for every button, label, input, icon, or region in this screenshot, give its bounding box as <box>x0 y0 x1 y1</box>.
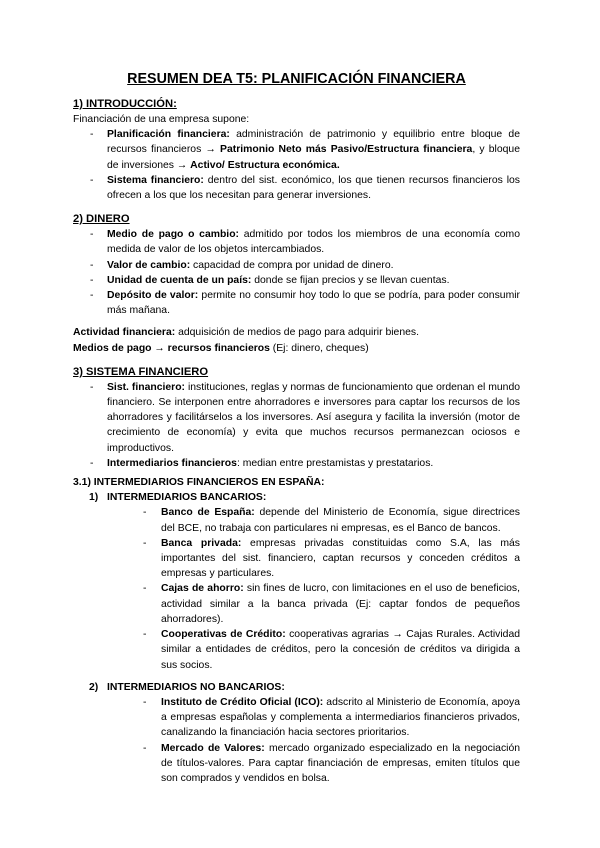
list-item <box>107 456 520 471</box>
term: Sistema financiero: <box>107 174 204 186</box>
definition: sin fines de lucro, con limitaciones en el uso de beneficios, actividad similar a la banca privada (Ej: captar fondos de pequeños ahorradores). <box>161 583 520 625</box>
no-bancarios-list <box>89 695 520 786</box>
document-title: RESUMEN DEA T5: PLANIFICACIÓN FINANCIERA <box>127 71 466 87</box>
introduccion-list <box>73 127 520 203</box>
definition: capacidad de compra por unidad de dinero. <box>190 259 394 271</box>
subheading-text: INTERMEDIARIOS BANCARIOS: <box>107 492 267 504</box>
subheading <box>89 490 520 505</box>
list-item <box>161 695 520 741</box>
definition: mercado organizado especializado en la negociación de títulos-valores. Para captar financiación de empresas, emiten títulos que son comprados y vendidos en bolsa. <box>161 742 521 784</box>
definition: cooperativas agrarias → Cajas Rurales. Actividad similar a entidades de créditos, pero la concesión de créditos va dirigida a sus socios. <box>161 629 520 671</box>
subheading-text: INTERMEDIARIOS NO BANCARIOS: <box>107 681 285 693</box>
dinero-list <box>73 227 520 318</box>
list-item <box>107 258 520 273</box>
list-item <box>107 173 520 203</box>
intro-text: Financiación de una empresa supone: <box>73 114 250 125</box>
paragraph <box>73 341 520 356</box>
list-item <box>161 627 520 673</box>
term: Cooperativas de Crédito: <box>161 629 286 641</box>
definition: , y bloque de inversiones → <box>107 144 520 171</box>
term: Instituto de Crédito Oficial (ICO): <box>161 696 324 708</box>
item-number: 1) <box>89 492 99 504</box>
term: Activo/ Estructura económica. <box>190 159 340 171</box>
term: Mercado de Valores: <box>161 742 265 754</box>
heading-sistema-financiero: 3) SISTEMA FINANCIERO <box>73 365 209 378</box>
term: Intermediarios financieros <box>107 457 237 469</box>
list-item <box>107 380 520 456</box>
heading-dinero: 2) DINERO <box>73 213 130 226</box>
term: Medio de pago o cambio: <box>107 229 240 241</box>
definition: administración de patrimonio y equilibrio entre bloque de recursos financieros → <box>107 129 520 156</box>
list-item <box>107 288 520 318</box>
heading-introduccion: 1) INTRODUCCIÓN: <box>73 98 177 110</box>
definition: permite no consumir hoy todo lo que se podría, para poder consumir más mañana. <box>107 290 520 317</box>
term: Valor de cambio: <box>107 259 191 271</box>
term: Planificación financiera: <box>107 129 230 141</box>
definition: adscrito al Ministerio de Economía, apoya a empresas españolas y complementa a intermediarios financieros privados, canalizando la financiación hacia sectores prioritarios. <box>161 696 520 739</box>
list-item <box>107 273 520 288</box>
term: Sist. financiero: <box>107 381 186 393</box>
numbered-item <box>89 680 520 786</box>
definition: donde se fijan precios y se llevan cuentas. <box>251 274 450 286</box>
list-item <box>161 581 520 627</box>
term: Unidad de cuenta de un país: <box>107 274 252 286</box>
term: Patrimonio Neto más Pasivo/Estructura financiera <box>220 144 473 156</box>
term: Banco de España: <box>161 507 255 519</box>
definition: instituciones, reglas y normas de funcionamiento que ordenan el mundo financiero. Se interponen entre ahorradores e inversores para captar los recursos de los ahorradores y facilitárselos a los inversores. Así asegura y facilita la inversión (motor de crecimiento de economía) y evita que muchos recursos permanezcan ociosos e improductivos. <box>107 381 521 454</box>
heading-intermediarios-espana: 3.1) INTERMEDIARIOS FINANCIEROS EN ESPAÑA: <box>73 477 325 489</box>
list-item <box>161 505 520 535</box>
list-item <box>107 127 520 173</box>
item-number: 2) <box>89 681 99 693</box>
term: Depósito de valor: <box>107 290 199 302</box>
term: Banca privada: <box>161 537 242 549</box>
list-item <box>161 741 520 787</box>
definition: depende del Ministerio de Economía, sigue directrices del BCE, no trabaja con particulares ni empresas, es el Banco de bancos. <box>161 507 520 534</box>
term: Medios de pago → recursos financieros <box>73 342 270 354</box>
paragraph <box>73 325 520 340</box>
list-item <box>161 536 520 582</box>
definition: : median entre prestamistas y prestatarios. <box>236 457 434 469</box>
list-item <box>107 227 520 257</box>
bancarios-list <box>89 505 520 672</box>
definition: (Ej: dinero, cheques) <box>269 342 369 354</box>
definition: admitido por todos los miembros de una economía como medida de valor de los objetos intercambiados. <box>107 229 520 256</box>
definition: adquisición de medios de pago para adquirir bienes. <box>175 327 419 339</box>
definition: dentro del sist. económico, los que tienen recursos financieros los ofrecen a los que los necesitan para generar inversiones. <box>107 174 520 202</box>
subheading <box>89 680 520 695</box>
term: Cajas de ahorro: <box>161 583 244 595</box>
numbered-item <box>89 490 520 672</box>
intermediarios-list <box>73 490 520 786</box>
definition: empresas privadas constituidas como S.A, las más importantes del sist. financiero, captan recursos y conceden créditos a empresas y particulares. <box>161 537 520 580</box>
sistema-financiero-list <box>73 380 520 471</box>
term: Actividad financiera: <box>73 327 176 339</box>
